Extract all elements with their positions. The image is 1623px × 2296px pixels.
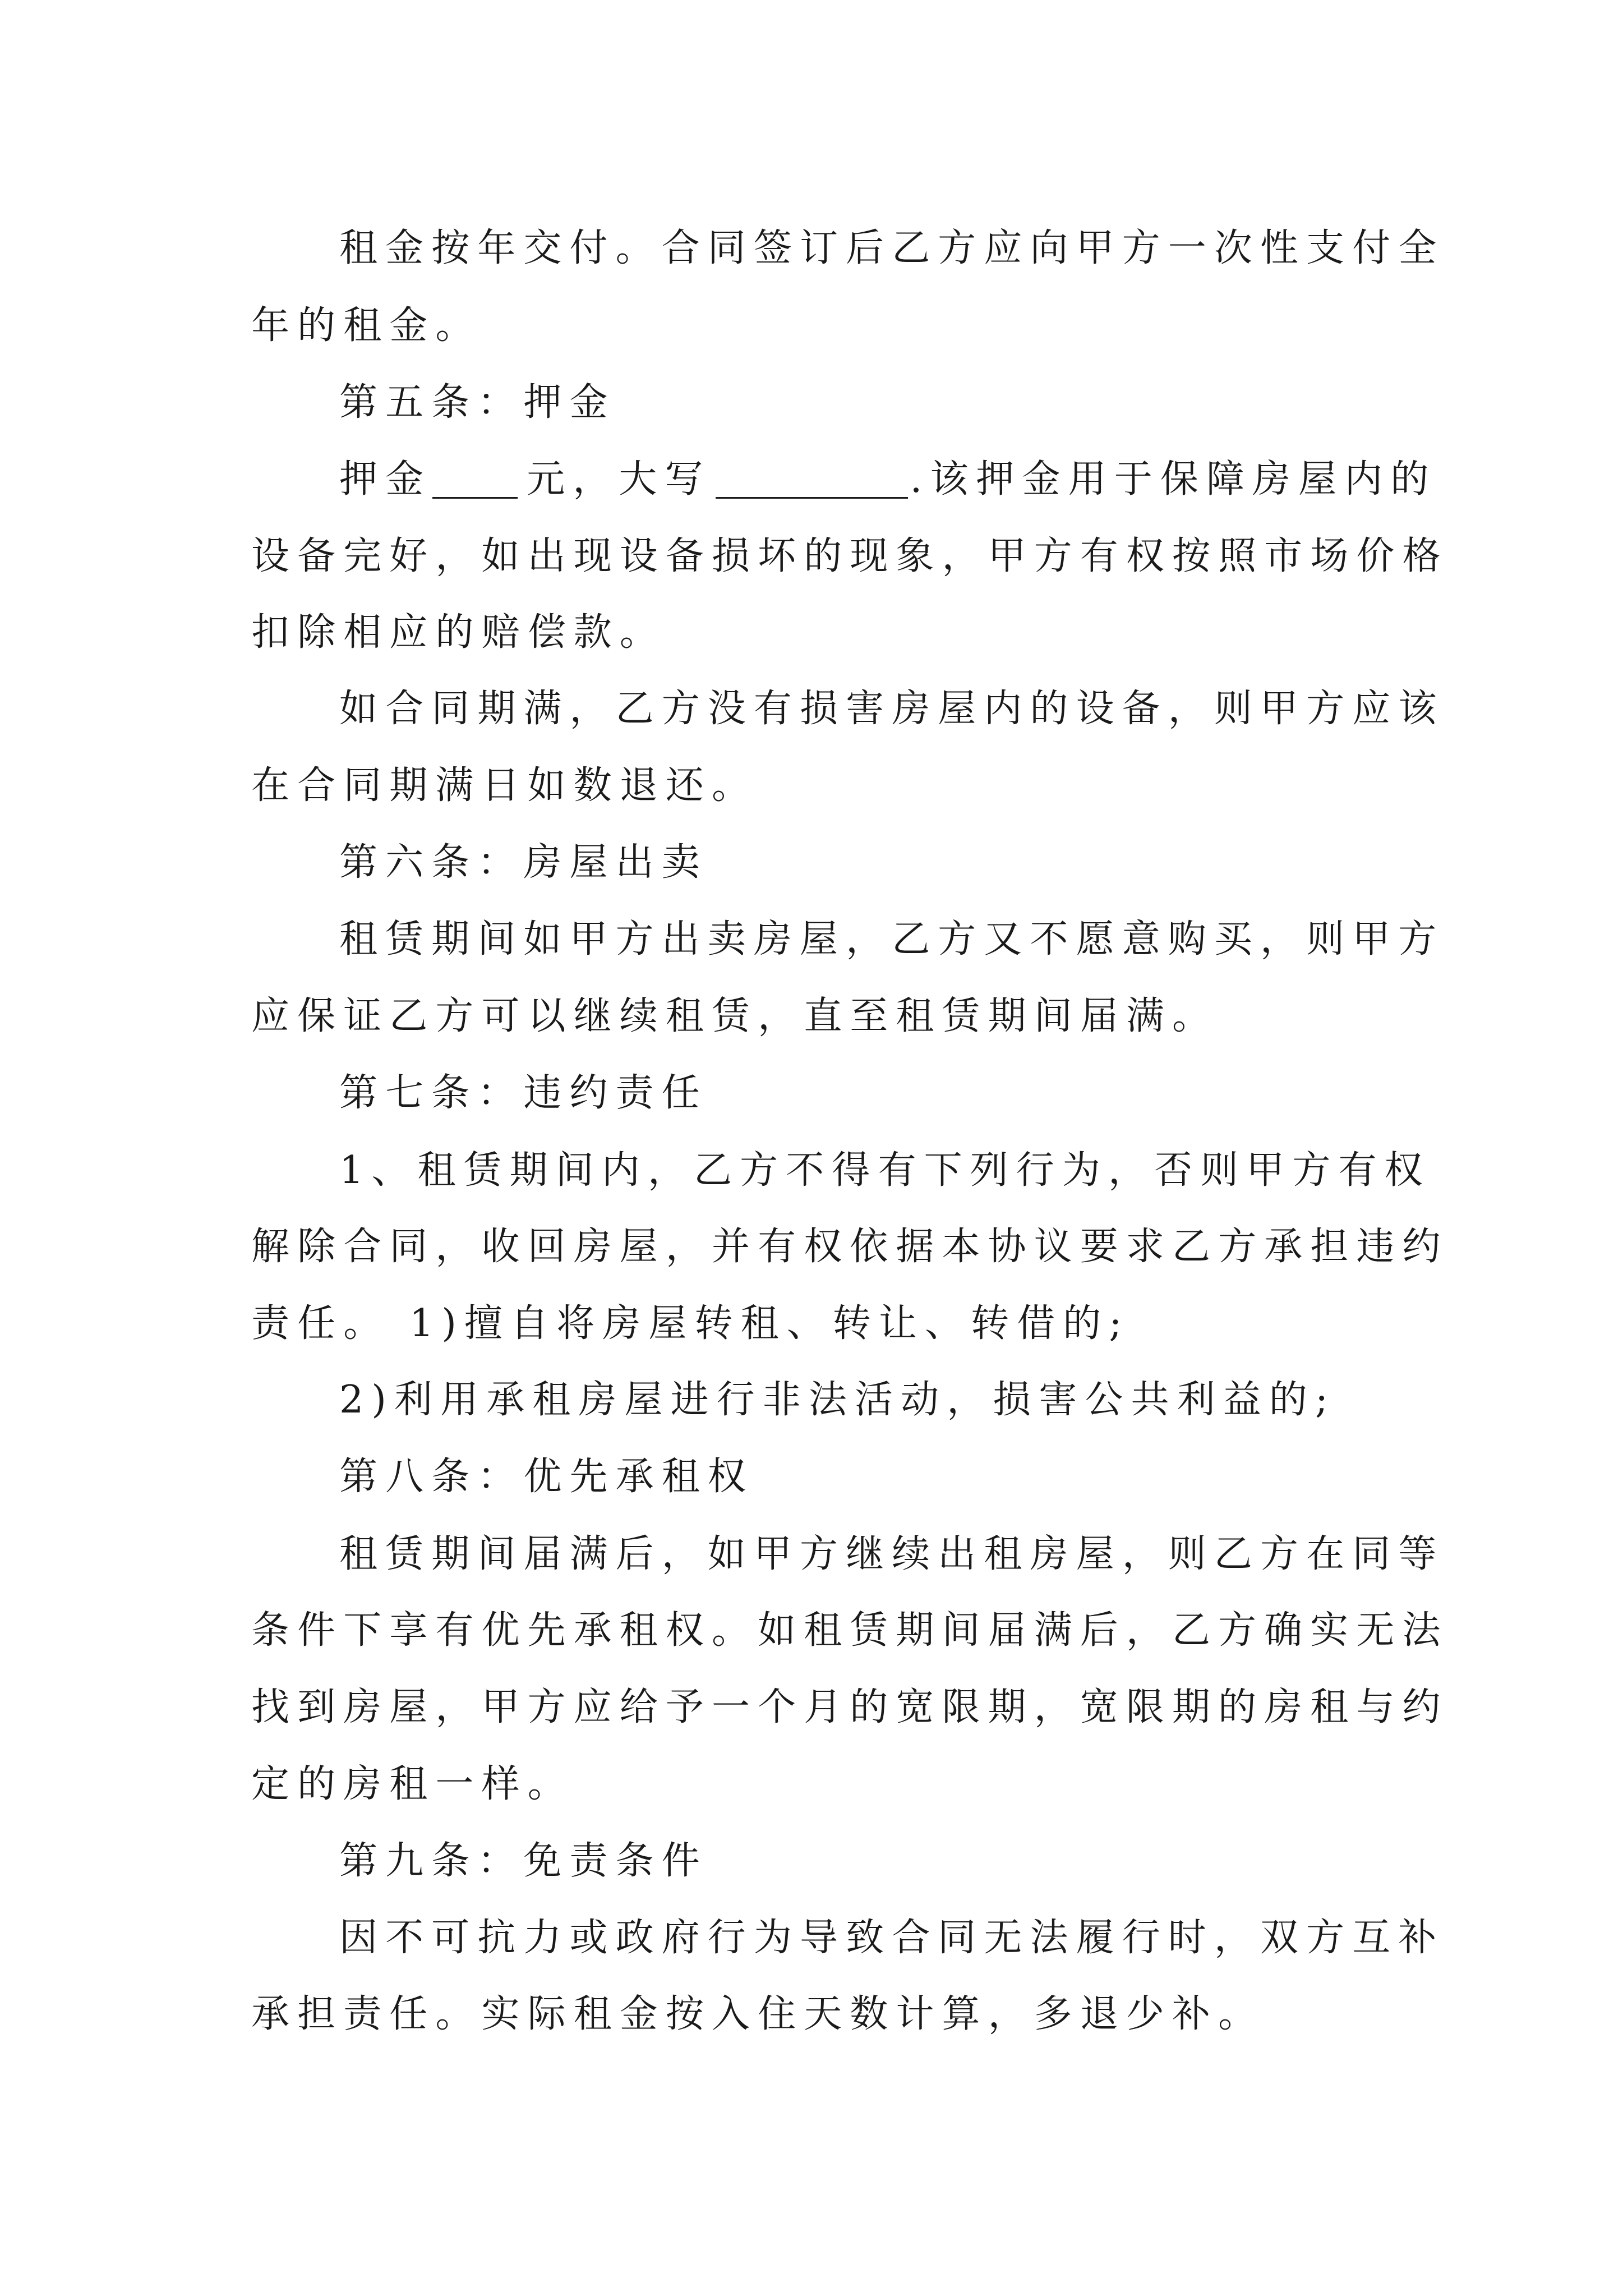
section-heading-article-9: 第九条：免责条件 [339,1839,708,1883]
section-heading-article-8: 第八条：优先承租权 [339,1455,754,1499]
section-heading-article-6: 第六条：房屋出卖 [339,840,708,885]
paragraph-line: 定的房租一样。 [251,1762,574,1806]
paragraph-line: 设备完好，如出现设备损坏的现象，甲方有权按照市场价格 [251,534,1449,578]
paragraph-line: 找到房屋，甲方应给予一个月的宽限期，宽限期的房租与约 [251,1685,1449,1729]
deposit-amount-blank [432,461,518,499]
section-heading-article-5: 第五条：押金 [339,380,616,425]
paragraph-line: 扣除相应的赔偿款。 [251,610,666,655]
paragraph-line: 年的租金。 [251,303,482,348]
paragraph-line: 承担责任。实际租金按入住天数计算，多退少补。 [251,1992,1265,2036]
paragraph-line: 租赁期间如甲方出卖房屋，乙方又不愿意购买，则甲方 [339,917,1445,961]
paragraph-line: 租赁期间届满后，如甲方继续出租房屋，则乙方在同等 [339,1532,1445,1576]
paragraph-line: 因不可抗力或政府行为导致合同无法履行时，双方互补 [339,1916,1445,1960]
paragraph-line: 责任。 1)擅自将房屋转租、转让、转借的; [251,1301,1130,1346]
section-heading-article-7: 第七条：违约责任 [339,1071,708,1115]
paragraph-line: 条件下享有优先承租权。如租赁期间届满后，乙方确实无法 [251,1608,1449,1653]
paragraph-line: 解除合同，收回房屋，并有权依据本协议要求乙方承担违约 [251,1225,1449,1269]
deposit-label: 押金 [339,457,432,501]
paragraph-line: 租金按年交付。合同签订后乙方应向甲方一次性支付全 [339,226,1445,270]
paragraph-line: 在合同期满日如数退还。 [251,763,758,808]
deposit-line [339,457,1437,501]
paragraph-line: 如合同期满，乙方没有损害房屋内的设备，则甲方应该 [339,687,1445,731]
paragraph-line: 1、租赁期间内，乙方不得有下列行为，否则甲方有权 [339,1148,1431,1193]
paragraph-line: 2)利用承租房屋进行非法活动，损害公共利益的; [339,1378,1336,1422]
deposit-uppercase-label: 元，大写 [527,457,711,501]
deposit-purpose-text: .该押金用于保障房屋内的 [910,457,1437,501]
paragraph-line: 应保证乙方可以继续租赁，直至租赁期间届满。 [251,994,1219,1038]
deposit-uppercase-blank [716,461,908,499]
